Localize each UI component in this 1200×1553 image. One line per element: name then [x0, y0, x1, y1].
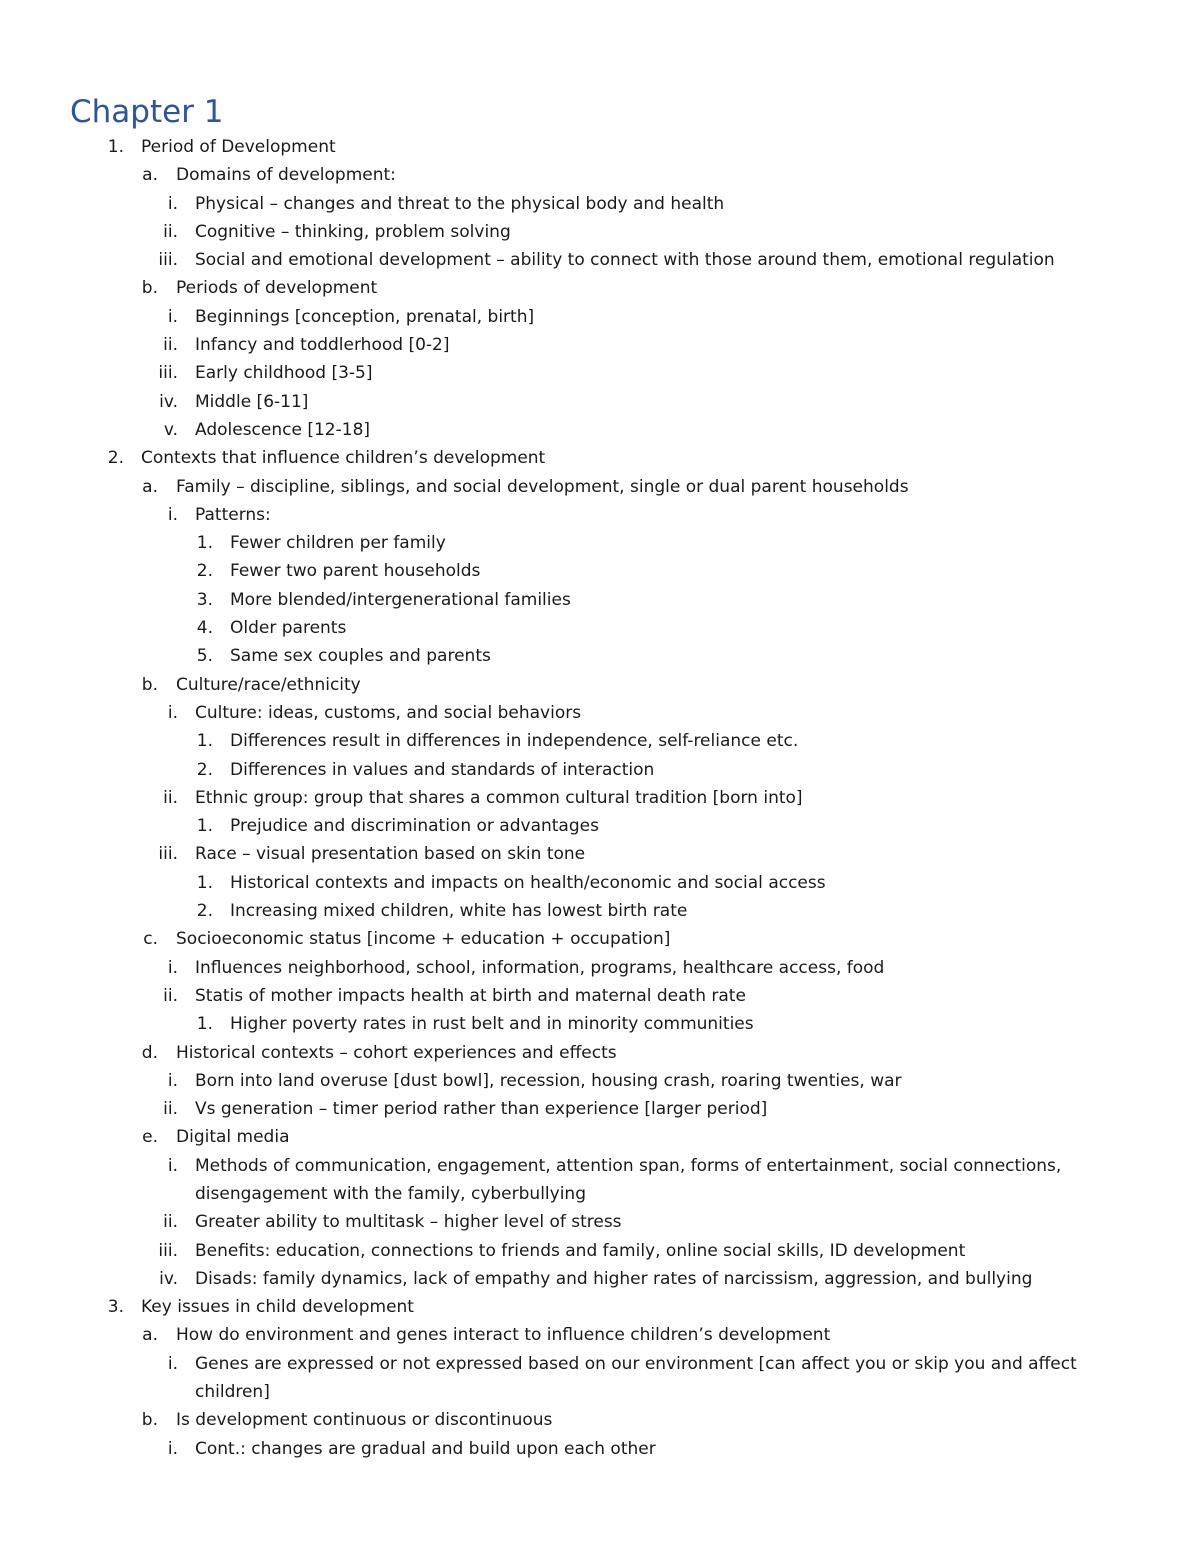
outline-item — [0, 1350, 1200, 1378]
list-item-text: disengagement with the family, cyberbullying — [195, 1183, 586, 1204]
list-item-text: Genes are expressed or not expressed based on our environment [can affect you or skip you and affect — [195, 1353, 1077, 1374]
list-marker: i. — [167, 306, 178, 327]
outline-item — [0, 1095, 1200, 1123]
list-marker: iii. — [158, 844, 178, 865]
outline-item — [0, 671, 1200, 699]
list-marker: 1. — [196, 731, 213, 752]
outline-item — [0, 812, 1200, 840]
outline-item — [0, 529, 1200, 557]
list-marker: i. — [167, 702, 178, 723]
list-item-text: Middle [6-11] — [195, 391, 309, 412]
list-marker: i. — [167, 1155, 178, 1176]
outline-item — [0, 246, 1200, 274]
list-marker: a. — [142, 1325, 158, 1346]
list-marker: a. — [142, 476, 158, 497]
outline-item — [0, 642, 1200, 670]
list-item-text: Social and emotional development – ability to connect with those around them, emotional regulation — [195, 250, 1055, 271]
list-marker: 4. — [196, 618, 213, 639]
outline-item — [0, 699, 1200, 727]
list-marker: iii. — [158, 1240, 178, 1261]
list-item-text: Statis of mother impacts health at birth and maternal death rate — [195, 985, 746, 1006]
list-item-text: Period of Development — [141, 137, 336, 157]
outline-item — [0, 161, 1200, 189]
outline-item — [0, 359, 1200, 387]
list-item-text: How do environment and genes interact to influence children’s development — [176, 1325, 831, 1346]
list-marker: i. — [167, 193, 178, 214]
list-item-text: Born into land overuse [dust bowl], recession, housing crash, roaring twenties, war — [195, 1070, 902, 1091]
list-item-text: Key issues in child development — [141, 1297, 414, 1318]
outline-item — [0, 954, 1200, 982]
list-marker: b. — [141, 674, 158, 695]
list-item-text: Older parents — [230, 618, 347, 639]
list-item-text: Periods of development — [176, 278, 378, 299]
list-marker: 3. — [107, 1297, 124, 1318]
outline-item — [0, 388, 1200, 416]
list-item-text: children] — [195, 1382, 270, 1403]
list-item-text: Adolescence [12-18] — [195, 419, 371, 440]
outline-item — [0, 1208, 1200, 1236]
list-marker: d. — [141, 1042, 158, 1063]
list-item-text: Culture/race/ethnicity — [176, 674, 361, 695]
list-item-text: Socioeconomic status [income + education + occupation] — [176, 929, 671, 950]
list-item-text: Differences result in differences in independence, self-reliance etc. — [230, 731, 799, 752]
list-item-text: Fewer two parent households — [230, 561, 481, 582]
list-item-text: Contexts that influence children’s development — [141, 448, 546, 469]
outline-item — [0, 133, 1200, 161]
outline-item — [0, 303, 1200, 331]
list-marker: 5. — [196, 646, 213, 667]
list-marker: ii. — [163, 221, 178, 242]
list-marker: iv. — [159, 1268, 178, 1289]
outline-item — [0, 1406, 1200, 1434]
list-item-text: Family – discipline, siblings, and social development, single or dual parent households — [176, 476, 909, 497]
list-marker: v. — [163, 419, 178, 440]
outline-item — [0, 218, 1200, 246]
outline-item — [0, 274, 1200, 302]
list-marker: b. — [141, 1410, 158, 1431]
outline-item — [0, 840, 1200, 868]
outline-item — [0, 784, 1200, 812]
outline-item — [0, 1152, 1200, 1180]
outline-list — [0, 133, 1200, 1463]
list-item-text: Is development continuous or discontinuous — [176, 1410, 553, 1431]
outline-item — [0, 190, 1200, 218]
list-marker: b. — [141, 278, 158, 299]
outline-item — [0, 1180, 1200, 1208]
list-marker: i. — [167, 1353, 178, 1374]
list-item-text: Same sex couples and parents — [230, 646, 491, 667]
outline-item — [0, 331, 1200, 359]
list-marker: i. — [167, 1070, 178, 1091]
outline-item — [0, 614, 1200, 642]
list-marker: 2. — [107, 448, 124, 469]
list-marker: i. — [167, 504, 178, 525]
list-marker: iii. — [158, 363, 178, 384]
list-marker: e. — [142, 1127, 158, 1148]
list-item-text: Digital media — [176, 1127, 290, 1148]
list-item-text: Prejudice and discrimination or advantages — [230, 816, 599, 837]
list-marker: ii. — [163, 335, 178, 356]
list-item-text: Patterns: — [195, 504, 271, 525]
list-marker: 1. — [196, 1014, 213, 1035]
list-marker: iv. — [159, 391, 178, 412]
list-marker: 2. — [196, 561, 213, 582]
list-item-text: Influences neighborhood, school, information, programs, healthcare access, food — [195, 957, 885, 978]
list-item-text: Differences in values and standards of interaction — [230, 759, 655, 780]
list-item-text: Benefits: education, connections to friends and family, online social skills, ID development — [195, 1240, 966, 1261]
list-item-text: Domains of development: — [176, 165, 396, 186]
list-item-text: Methods of communication, engagement, attention span, forms of entertainment, social connections, — [195, 1155, 1062, 1176]
list-marker: 2. — [196, 901, 213, 922]
outline-item — [0, 1435, 1200, 1463]
list-marker: iii. — [158, 250, 178, 271]
outline-item — [0, 897, 1200, 925]
list-item-text: Cognitive – thinking, problem solving — [195, 221, 511, 242]
outline-item — [0, 557, 1200, 585]
list-item-text: Increasing mixed children, white has lowest birth rate — [230, 901, 688, 922]
outline-item — [0, 1321, 1200, 1349]
outline-item — [0, 586, 1200, 614]
outline-item — [0, 925, 1200, 953]
list-item-text: Historical contexts and impacts on health/economic and social access — [230, 872, 826, 893]
list-marker: 1. — [196, 872, 213, 893]
list-marker: ii. — [163, 787, 178, 808]
list-item-text: Vs generation – timer period rather than experience [larger period] — [195, 1099, 768, 1120]
list-marker: i. — [167, 1438, 178, 1459]
outline-item — [0, 1010, 1200, 1038]
list-item-text: Cont.: changes are gradual and build upon each other — [195, 1438, 656, 1459]
list-item-text: Greater ability to multitask – higher level of stress — [195, 1212, 622, 1233]
list-marker: 3. — [196, 589, 213, 610]
list-item-text: Early childhood [3-5] — [195, 363, 373, 384]
list-marker: 1. — [196, 816, 213, 837]
outline-item — [0, 756, 1200, 784]
list-marker: ii. — [163, 1099, 178, 1120]
list-item-text: Infancy and toddlerhood [0-2] — [195, 335, 450, 356]
list-item-text: Ethnic group: group that shares a common cultural tradition [born into] — [195, 787, 803, 808]
outline-item — [0, 416, 1200, 444]
page-title: Chapter 1 — [70, 94, 224, 130]
list-marker: 1. — [196, 533, 213, 554]
list-marker: i. — [167, 957, 178, 978]
list-item-text: Higher poverty rates in rust belt and in minority communities — [230, 1014, 754, 1035]
list-item-text: Historical contexts – cohort experiences and effects — [176, 1042, 617, 1063]
outline-item — [0, 1265, 1200, 1293]
list-item-text: Race – visual presentation based on skin tone — [195, 844, 586, 865]
list-item-text: Physical – changes and threat to the physical body and health — [195, 193, 725, 214]
outline-item — [0, 1067, 1200, 1095]
list-marker: a. — [142, 165, 158, 186]
outline-item — [0, 1293, 1200, 1321]
list-marker: 2. — [196, 759, 213, 780]
outline-item — [0, 473, 1200, 501]
list-item-text: More blended/intergenerational families — [230, 589, 571, 610]
outline-item — [0, 444, 1200, 472]
list-marker: ii. — [163, 985, 178, 1006]
list-marker: c. — [143, 929, 158, 950]
list-item-text: Beginnings [conception, prenatal, birth] — [195, 306, 535, 327]
list-item-text: Fewer children per family — [230, 533, 446, 554]
outline-item — [0, 869, 1200, 897]
outline-item — [0, 1123, 1200, 1151]
outline-item — [0, 982, 1200, 1010]
outline-item — [0, 1039, 1200, 1067]
list-item-text: Culture: ideas, customs, and social behaviors — [195, 702, 582, 723]
outline-item — [0, 501, 1200, 529]
outline-item — [0, 1378, 1200, 1406]
list-item-text: Disads: family dynamics, lack of empathy and higher rates of narcissism, aggression, and bullying — [195, 1268, 1033, 1289]
outline-item — [0, 727, 1200, 755]
list-marker: 1. — [107, 137, 124, 157]
outline-item — [0, 1237, 1200, 1265]
list-marker: ii. — [163, 1212, 178, 1233]
